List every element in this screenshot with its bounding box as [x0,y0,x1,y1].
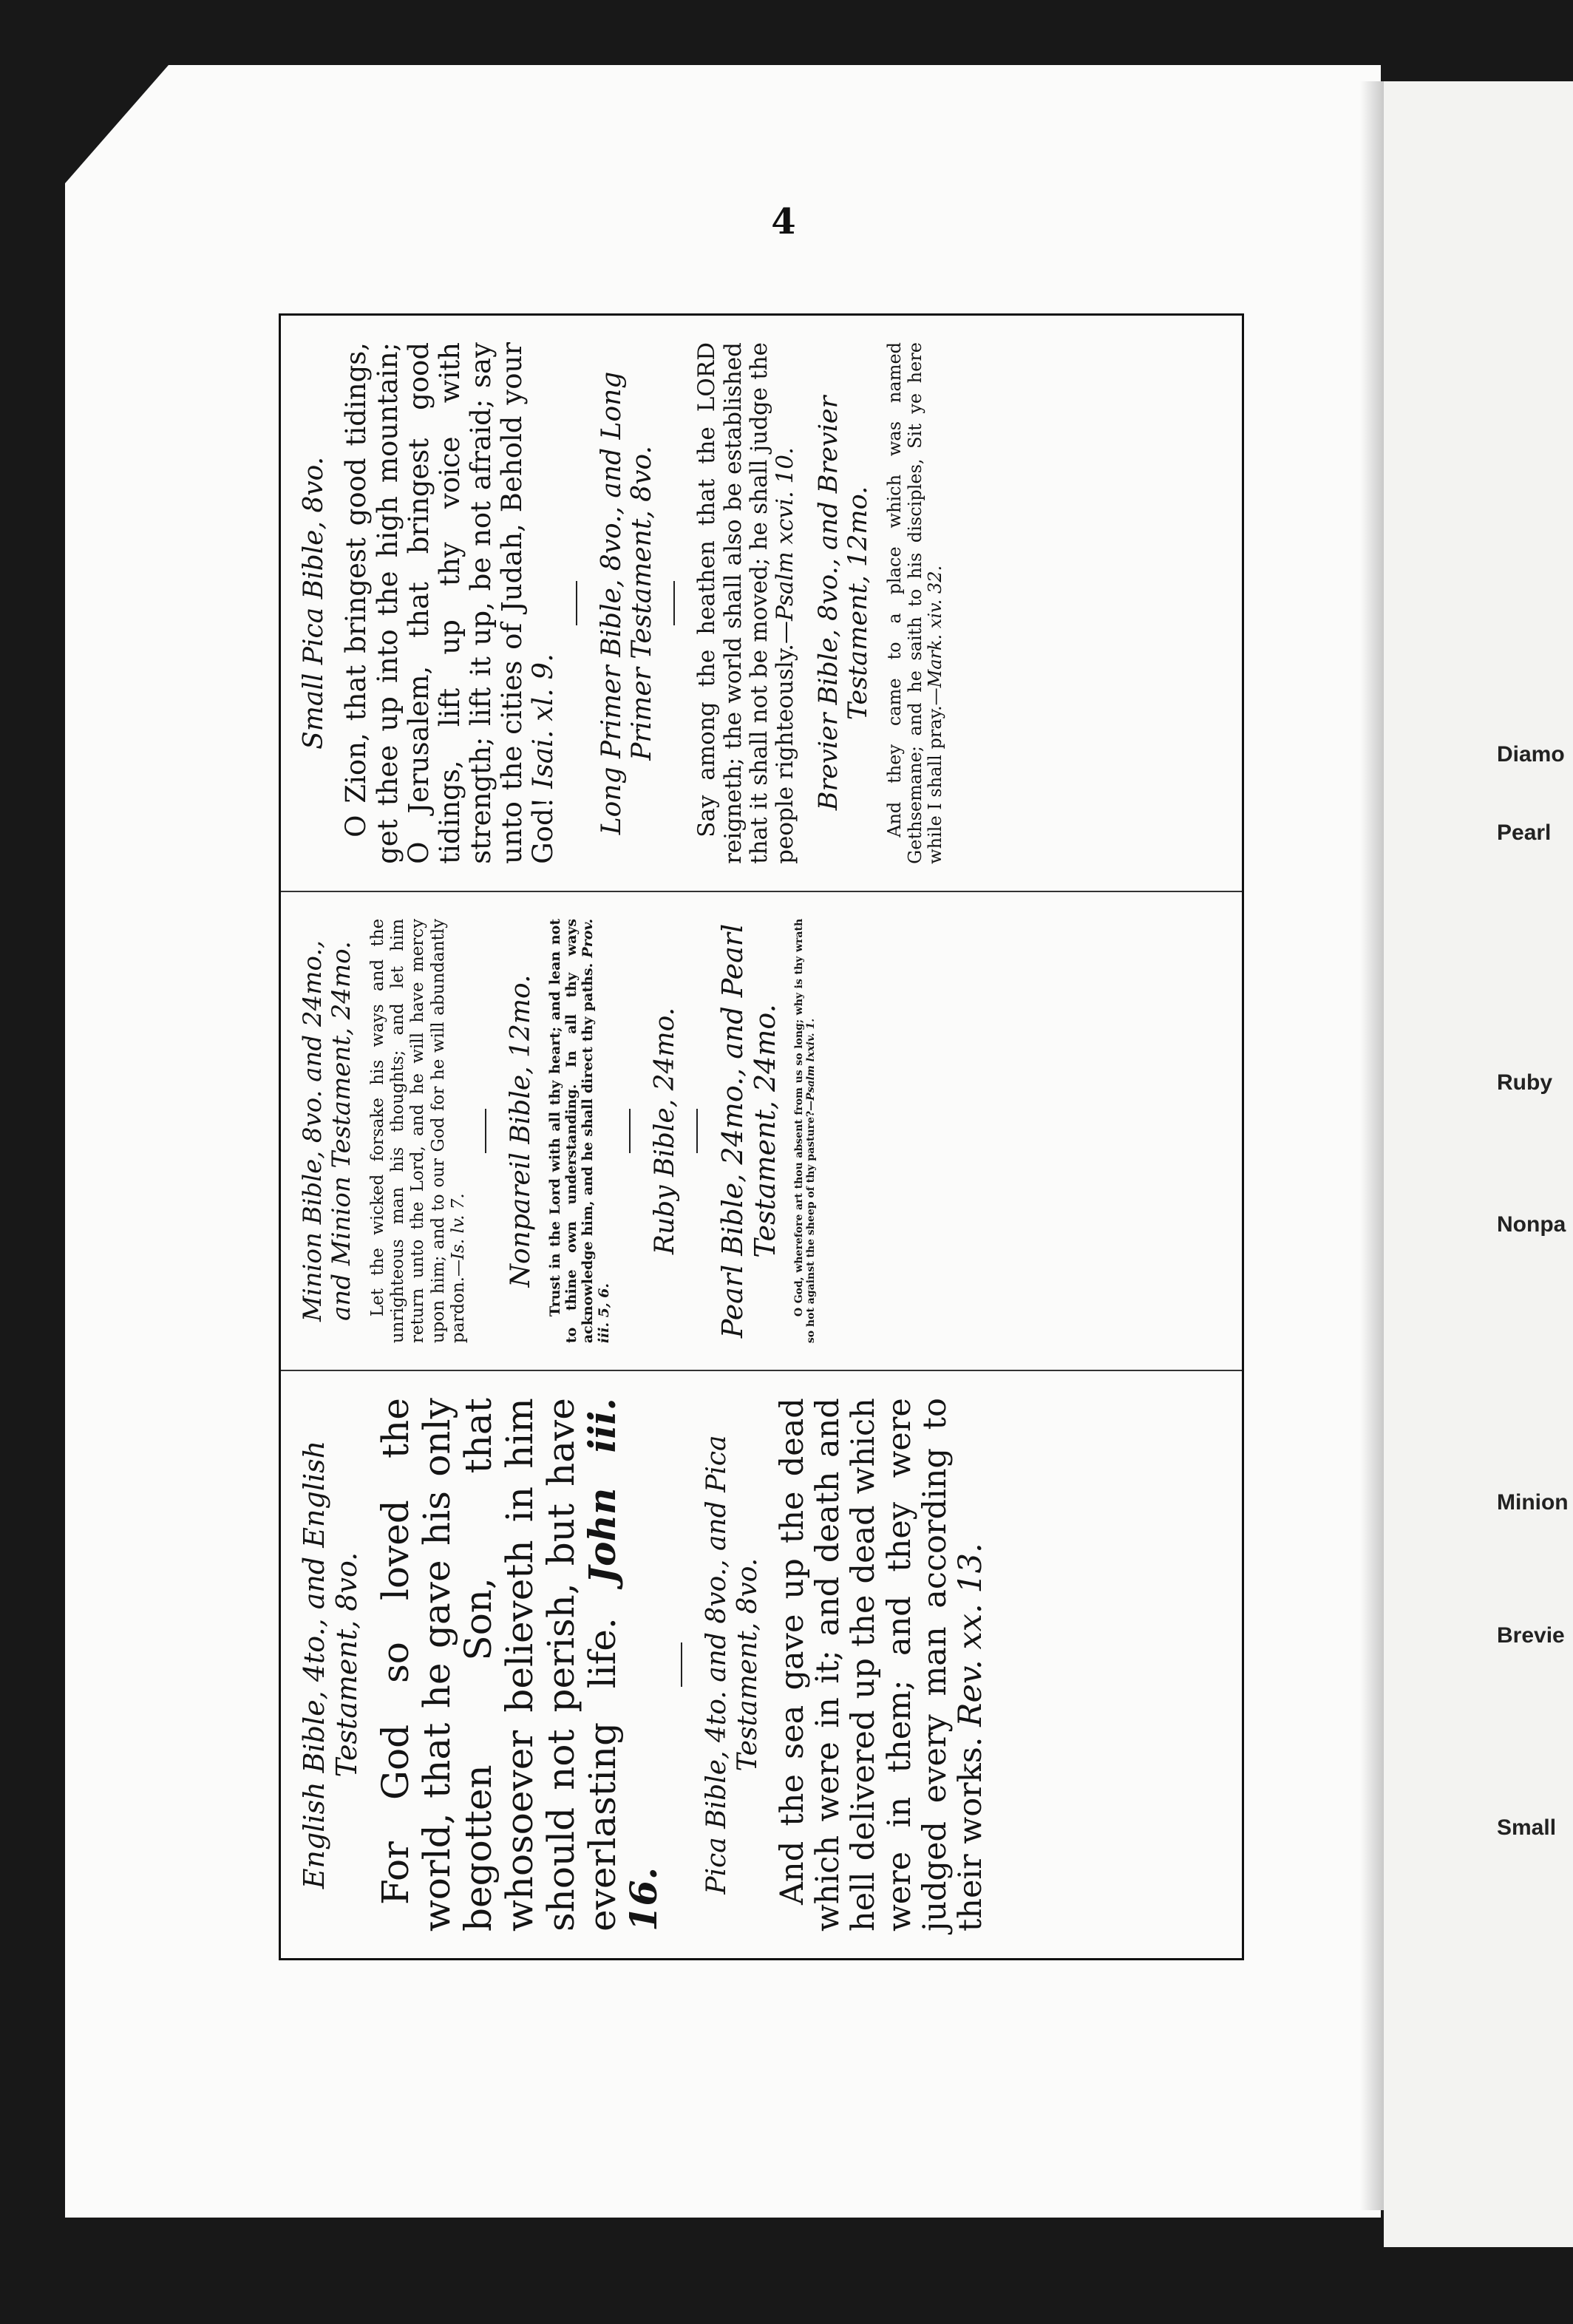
pica-reference: Rev. xx. 13. [951,1543,989,1727]
small-pica-reference: Isai. xl. 9. [527,653,560,789]
english-specimen [375,1398,665,1931]
pica-bible-heading: Pica Bible, 4to. and 8vo., and Pica Testament, 8vo. [701,1435,763,1895]
small-pica-specimen [341,342,559,864]
facing-page [1384,81,1573,2247]
brevier-specimen [885,342,945,864]
divider [696,1109,698,1153]
small-pica-heading: Small Pica Bible, 8vo. [299,456,329,750]
english-reference: John iii. 16. [580,1398,666,1931]
specimen-column-1 [281,1370,1242,1958]
long-primer-specimen [694,342,798,864]
nonpareil-text: Trust in the Lord with all thy heart; and lean not to thine own understanding. In all thy ways acknowledge him, and he shall direct thy paths. [547,918,596,1344]
brevier-heading: Brevier Bible, 8vo., and Brevier Testament, 12mo. [813,395,873,811]
minion-text: Let the wicked forsake his ways and the unrighteous man his thoughts; and let him return unto the Lord, and he will have mercy upon him; and to our God for he will abundantly pardon.— [368,918,468,1344]
brevier-reference: Mark. xiv. 32. [924,565,945,688]
pearl-specimen [793,919,817,1343]
pearl-reference: Psalm lxxiv. 1. [805,1018,818,1101]
pica-text: And the sea gave up the dead which were in it; and death and hell delivered up the dead which were in them; and they were judged every man according to their works. [774,1398,989,1931]
brevier-text: And they came to a place which was named Gethsemane; and he saith to his disciples, Sit ye here while I shall pray.— [884,342,945,864]
specimen-column-3 [281,316,1242,891]
side-label-brevier: Brevie [1497,1623,1565,1648]
divider [576,581,577,625]
side-label-pearl: Pearl [1497,820,1552,845]
small-pica-text: O Zion, that bringest good tidings, get thee up into the high mountain; O Jerusalem, that bringest good tidings, lift up thy voice with strength; lift it up, be not afraid; say unto the cities of Judah, Behold your God! [340,342,560,864]
minion-reference: Is. lv. 7. [448,1193,468,1260]
type-specimen-table [279,313,1244,1960]
nonpareil-reference: Prov. iii. 5, 6. [579,918,612,1344]
nonpareil-specimen [548,919,612,1343]
nonpareil-bible-heading: Nonpareil Bible, 12mo. [505,974,536,1288]
side-label-minion: Minion [1497,1490,1569,1515]
pearl-bible-heading: Pearl Bible, 24mo., and Pearl Testament, 24mo. [716,923,781,1339]
side-label-small: Small [1497,1815,1557,1840]
long-primer-heading: Long Primer Bible, 8vo., and Long Primer Testament, 8vo. [596,371,657,835]
side-label-nonpareil: Nonpa [1497,1212,1566,1237]
english-text: For God so loved the world, that he gave his only begotten Son, that whosoever believeth in him should not perish, but have everlasting life. [374,1398,625,1931]
pearl-text: O God, wherefore art thou absent from us so long; why is thy wrath so hot against the sheep of thy pasture?— [793,918,818,1344]
side-label-ruby: Ruby [1497,1070,1552,1095]
divider [681,1642,682,1687]
divider [629,1109,631,1153]
page-number: 4 [771,201,796,242]
minion-bible-heading: Minion Bible, 8vo. and 24mo., and Minion Testament, 24mo. [298,940,357,1322]
english-bible-heading: English Bible, 4to., and English Testament, 8vo. [298,1440,363,1889]
specimen-column-2 [281,891,1242,1370]
divider [673,581,675,625]
divider [485,1109,486,1153]
side-label-diamond: Diamo [1497,742,1565,767]
long-primer-reference: Psalm xcvi. 10. [772,447,799,621]
long-primer-text: Say among the heathen that the LORD reigneth; the world shall also be established that it shall not be moved; he shall judge the people righteously.— [693,342,799,864]
pica-specimen [775,1398,988,1931]
ruby-bible-heading: Ruby Bible, 24mo. [649,1007,680,1255]
minion-specimen [368,919,469,1343]
